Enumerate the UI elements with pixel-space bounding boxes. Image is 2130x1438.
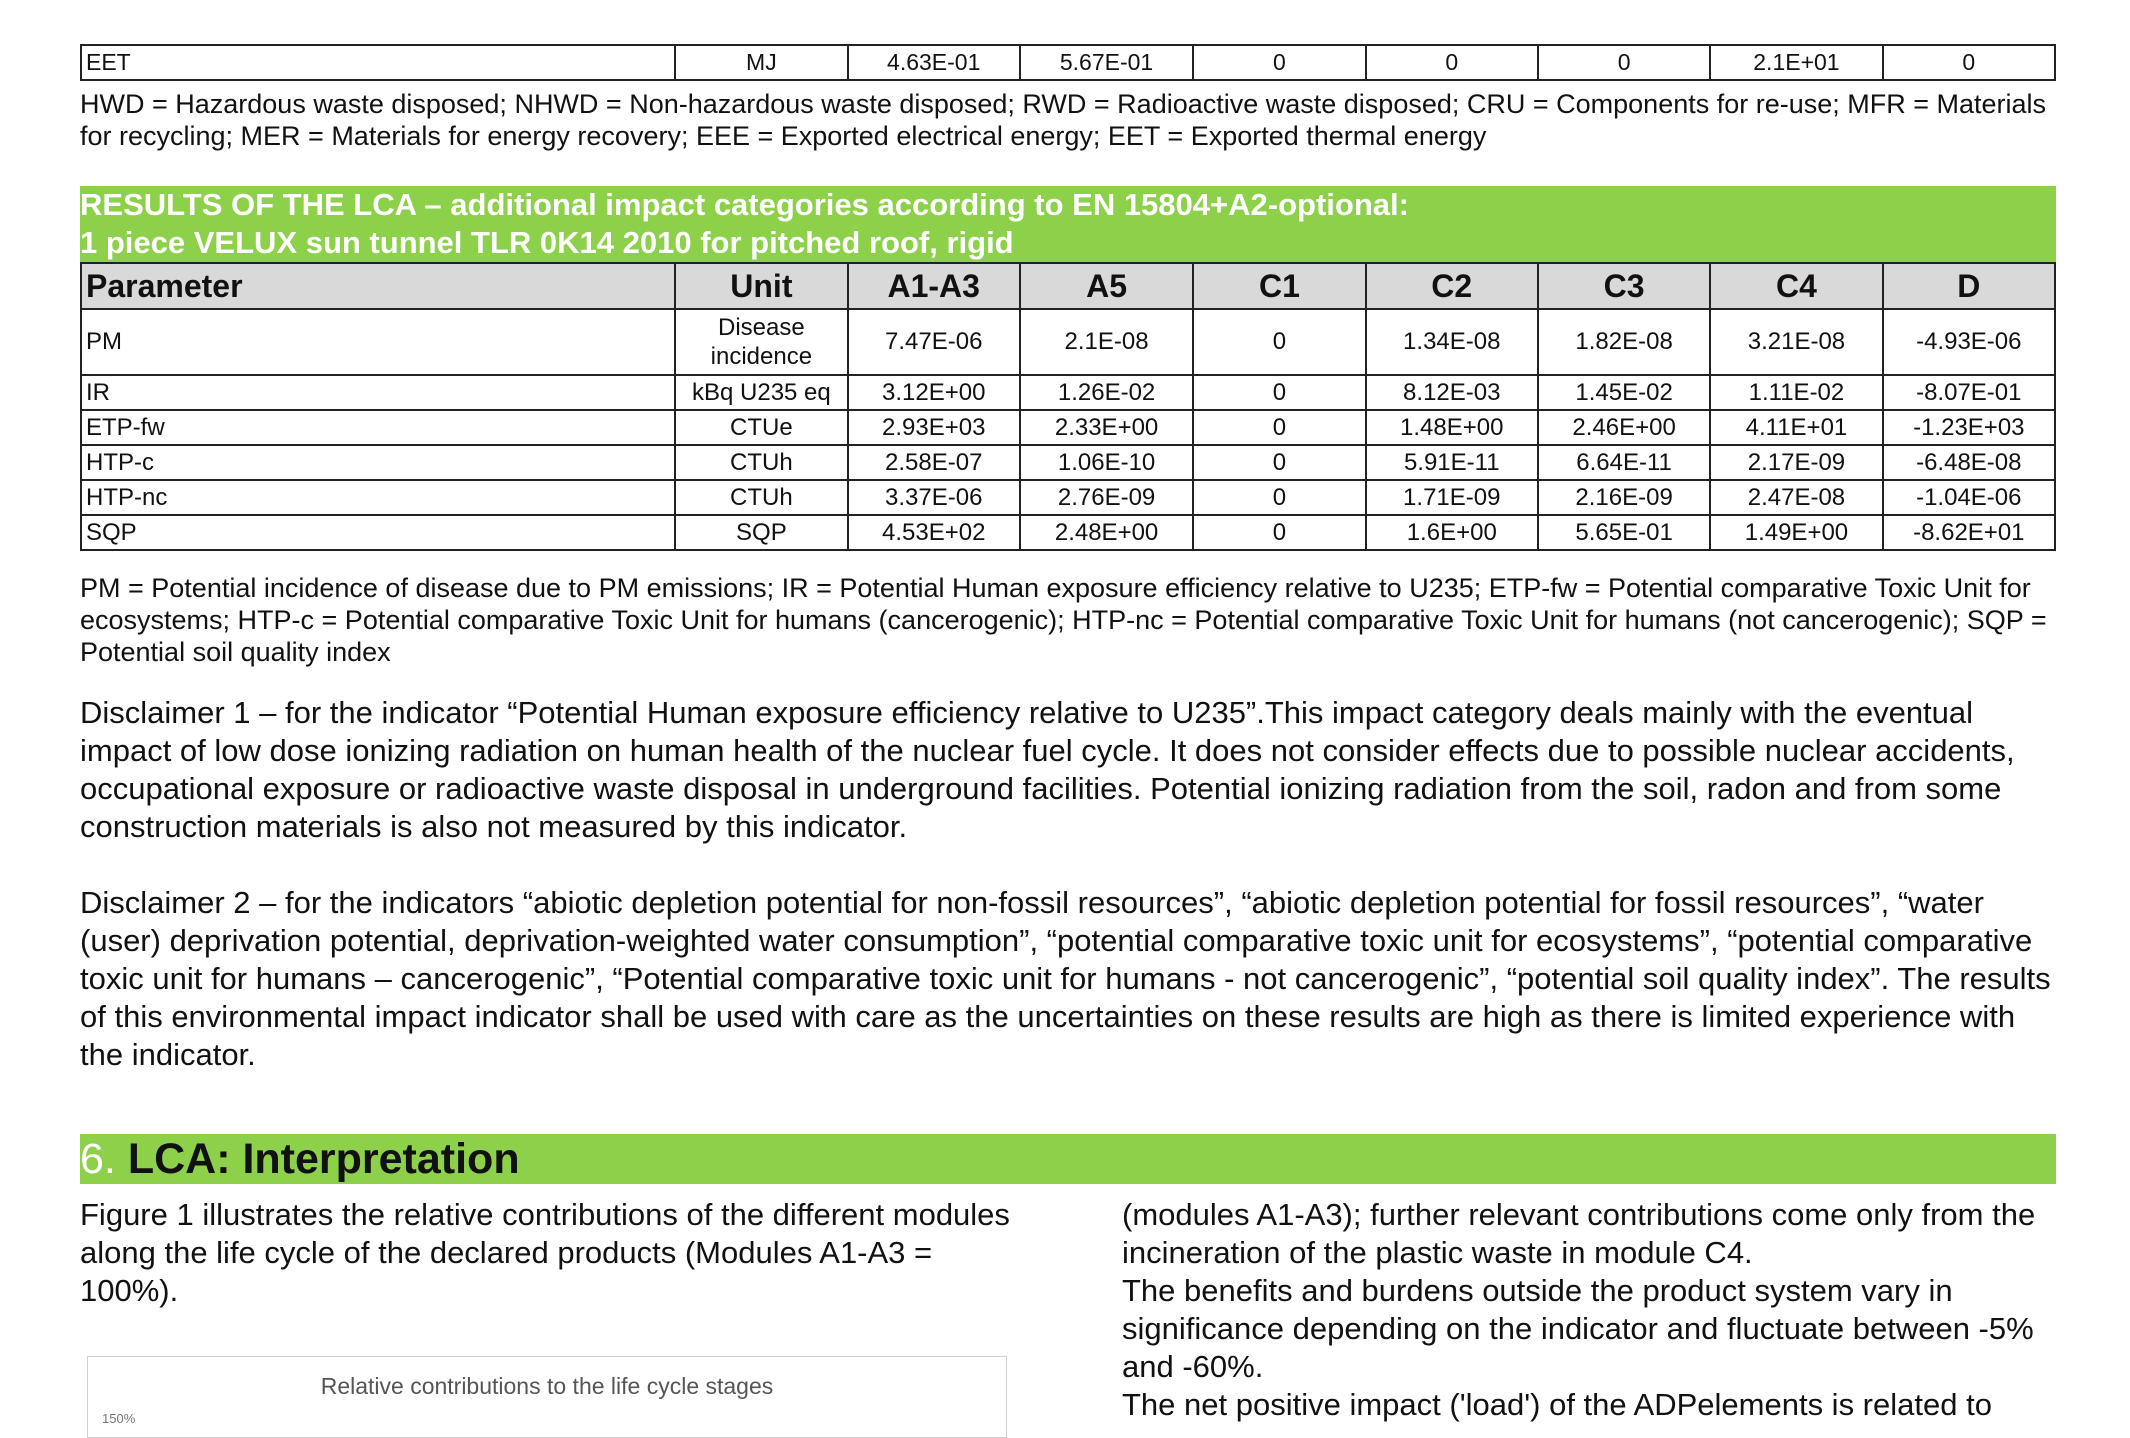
results-banner	[80, 186, 2056, 262]
column-header: A5	[1020, 263, 1193, 309]
value-cell: 0	[1193, 309, 1365, 375]
value-cell: 8.12E-03	[1366, 375, 1538, 410]
paragraph: The net positive impact ('load') of the ADPelements is related to	[1122, 1387, 1992, 1422]
value-cell: -8.07E-01	[1883, 375, 2055, 410]
value-cell: 2.46E+00	[1538, 410, 1710, 445]
value-cell: -6.48E-08	[1883, 445, 2055, 480]
value-cell: 0	[1366, 45, 1538, 80]
value-cell: 5.67E-01	[1020, 45, 1193, 80]
value-cell: 1.26E-02	[1020, 375, 1193, 410]
table-row	[81, 445, 2055, 480]
section-title: LCA: Interpretation	[127, 1135, 520, 1183]
value-cell: 2.1E+01	[1710, 45, 1882, 80]
value-cell: 2.33E+00	[1020, 410, 1193, 445]
unit-line: Disease	[718, 314, 805, 341]
value-cell: 2.48E+00	[1020, 515, 1193, 550]
banner-title: RESULTS OF THE LCA – additional impact categories according to EN 15804+A2-optional:	[80, 187, 1409, 222]
value-cell: 2.1E-08	[1020, 309, 1193, 375]
section-number: 6.	[80, 1135, 116, 1183]
axis-tick-label: 150%	[102, 1411, 136, 1426]
figure-title: Relative contributions to the life cycle stages	[320, 1373, 774, 1399]
param-cell: SQP	[81, 515, 675, 550]
prev-results-table	[80, 44, 2056, 81]
value-cell: 1.11E-02	[1710, 375, 1882, 410]
column-header: A1-A3	[848, 263, 1020, 309]
value-cell: 4.11E+01	[1710, 410, 1882, 445]
value-cell: 4.53E+02	[848, 515, 1020, 550]
param-cell: IR	[81, 375, 675, 410]
interpretation-left-column: Figure 1 illustrates the relative contributions of the different modules along the life cycle of the declared products (Modules A1-A3 = 100%).	[80, 1197, 1010, 1308]
param-cell: PM	[81, 309, 675, 375]
value-cell: 1.6E+00	[1366, 515, 1538, 550]
column-header: C2	[1366, 263, 1538, 309]
abbreviation-legend: HWD = Hazardous waste disposed; NHWD = Non-hazardous waste disposed; RWD = Radioactive waste disposed; CRU = Components for re-use; MFR = Materials for recycling; MER = Materials for energy recovery; EEE = Exported electrical energy; EET = Exported thermal energy	[80, 89, 2047, 151]
column-header: C4	[1710, 263, 1882, 309]
column-header: C1	[1193, 263, 1365, 309]
value-cell: -8.62E+01	[1883, 515, 2055, 550]
figure-chart-frame	[87, 1356, 1007, 1438]
value-cell: 2.58E-07	[848, 445, 1020, 480]
interpretation-right-column	[1122, 1196, 2056, 1424]
table-row	[81, 375, 2055, 410]
value-cell: 3.21E-08	[1710, 309, 1882, 375]
paragraph: (modules A1-A3); further relevant contributions come only from the incineration of the plastic waste in module C4.	[1122, 1197, 2036, 1270]
disclaimer-2: Disclaimer 2 – for the indicators “abiotic depletion potential for non-fossil resources”, “abiotic depletion potential for fossil resources”, “water (user) deprivation potential, deprivation-weighted water consumption”, “potential comparative toxic unit for ecosystems”, “potential comparative toxic unit for humans – cancerogenic”, “Potential comparative toxic unit for humans - not cancerogenic”, “potential soil quality index”. The results of this environmental impact indicator shall be used with care as the uncertainties on these results are high as there is limited experience with the indicator.	[80, 885, 2051, 1072]
value-cell: 0	[1193, 445, 1365, 480]
value-cell: 5.91E-11	[1366, 445, 1538, 480]
unit-cell: SQP	[675, 515, 847, 550]
value-cell: 2.16E-09	[1538, 480, 1710, 515]
param-cell: HTP-c	[81, 445, 675, 480]
param-cell: EET	[81, 45, 675, 80]
banner-subtitle: 1 piece VELUX sun tunnel TLR 0K14 2010 for pitched roof, rigid	[80, 225, 1014, 260]
value-cell: 1.45E-02	[1538, 375, 1710, 410]
value-cell: 5.65E-01	[1538, 515, 1710, 550]
paragraph: The benefits and burdens outside the product system vary in significance depending on the indicator and fluctuate between -5% and -60%.	[1122, 1273, 2034, 1384]
value-cell: 3.12E+00	[848, 375, 1020, 410]
value-cell: 1.06E-10	[1020, 445, 1193, 480]
unit-line: incidence	[710, 343, 813, 370]
column-header: Parameter	[81, 263, 675, 309]
value-cell: 1.48E+00	[1366, 410, 1538, 445]
value-cell: 2.47E-08	[1710, 480, 1882, 515]
param-cell: HTP-nc	[81, 480, 675, 515]
value-cell: 0	[1193, 375, 1365, 410]
table-row	[81, 45, 2055, 80]
column-header: C3	[1538, 263, 1710, 309]
value-cell: 2.93E+03	[848, 410, 1020, 445]
value-cell: 2.17E-09	[1710, 445, 1882, 480]
table-row	[81, 309, 2055, 375]
unit-cell: CTUh	[675, 480, 847, 515]
value-cell: 3.37E-06	[848, 480, 1020, 515]
unit-cell: CTUe	[675, 410, 847, 445]
value-cell: 0	[1193, 45, 1365, 80]
value-cell: 0	[1883, 45, 2055, 80]
value-cell: 4.63E-01	[848, 45, 1020, 80]
disclaimer-1: Disclaimer 1 – for the indicator “Potential Human exposure efficiency relative to U235”.This impact category deals mainly with the eventual impact of low dose ionizing radiation on human health of the nuclear fuel cycle. It does not consider effects due to possible nuclear accidents, occupational exposure or radioactive waste disposal in underground facilities. Potential ionizing radiation from the soil, radon and from some construction materials is also not measured by this indicator.	[80, 695, 2015, 844]
value-cell: 7.47E-06	[848, 309, 1020, 375]
unit-cell: kBq U235 eq	[675, 375, 847, 410]
value-cell: 0	[1193, 410, 1365, 445]
unit-cell	[675, 309, 847, 375]
table-row	[81, 480, 2055, 515]
column-header: D	[1883, 263, 2055, 309]
unit-cell: CTUh	[675, 445, 847, 480]
value-cell: 1.49E+00	[1710, 515, 1882, 550]
value-cell: -1.23E+03	[1883, 410, 2055, 445]
value-cell: 0	[1193, 515, 1365, 550]
unit-cell: MJ	[675, 45, 847, 80]
value-cell: 0	[1193, 480, 1365, 515]
value-cell: 1.34E-08	[1366, 309, 1538, 375]
value-cell: 0	[1538, 45, 1710, 80]
value-cell: 1.82E-08	[1538, 309, 1710, 375]
results-table	[80, 262, 2056, 551]
value-cell: -4.93E-06	[1883, 309, 2055, 375]
value-cell: 2.76E-09	[1020, 480, 1193, 515]
results-legend: PM = Potential incidence of disease due to PM emissions; IR = Potential Human exposure efficiency relative to U235; ETP-fw = Potential comparative Toxic Unit for ecosystems; HTP-c = Potential comparative Toxic Unit for humans (cancerogenic); HTP-nc = Potential comparative Toxic Unit for humans (not cancerogenic); SQP = Potential soil quality index	[80, 573, 2047, 667]
value-cell: -1.04E-06	[1883, 480, 2055, 515]
value-cell: 1.71E-09	[1366, 480, 1538, 515]
table-row	[81, 410, 2055, 445]
column-header: Unit	[675, 263, 847, 309]
section-heading	[80, 1134, 2056, 1184]
table-row	[81, 515, 2055, 550]
value-cell: 6.64E-11	[1538, 445, 1710, 480]
param-cell: ETP-fw	[81, 410, 675, 445]
table-header-row	[81, 263, 2055, 309]
